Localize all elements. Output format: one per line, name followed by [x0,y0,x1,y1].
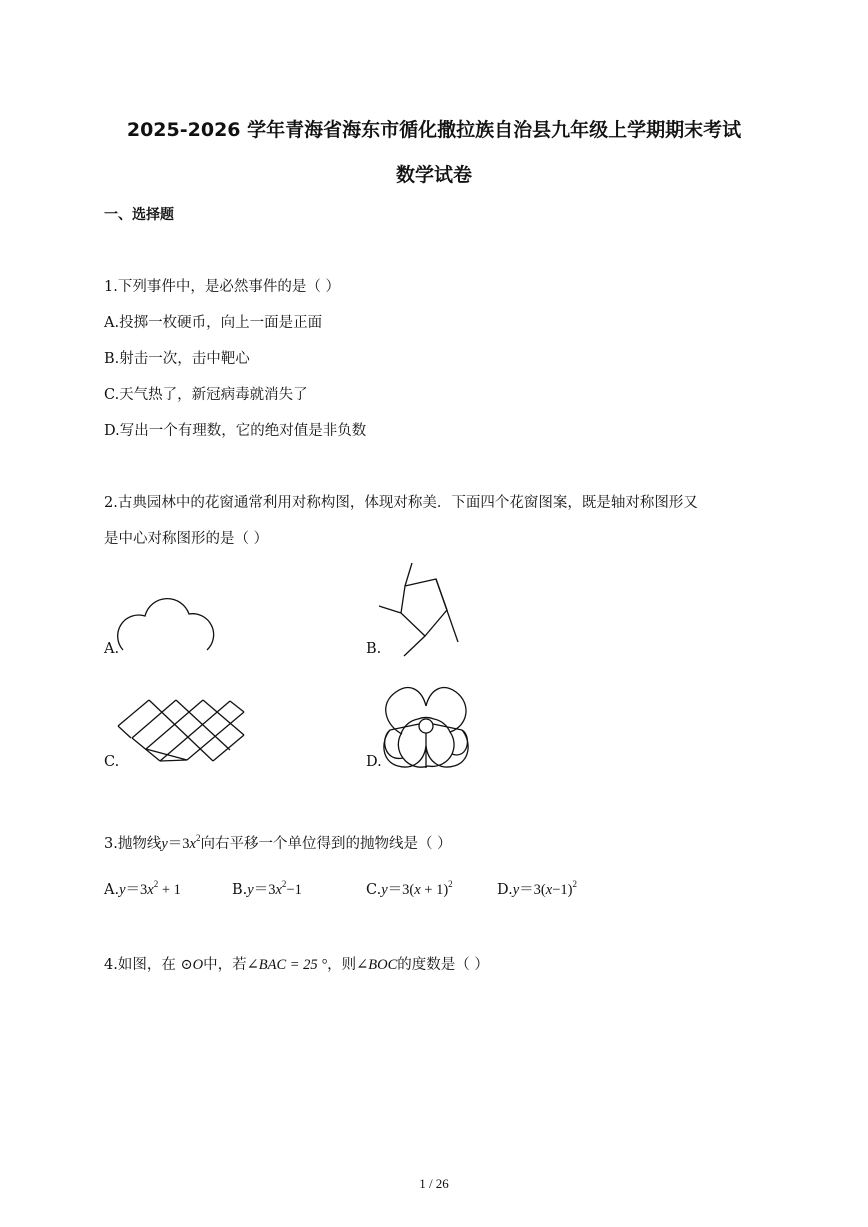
q3-option-c-eq: ＝3( [387,882,415,898]
figure-b-pentagon-window [375,563,475,663]
q1-option-a: A.投掷一枚硬币，向上一面是正面 [104,315,323,331]
q3-option-a-eq: ＝3 [125,882,148,898]
q4-mid: 中，若 [203,957,247,973]
q3-option-d [497,878,577,899]
q3-stem-eq: ＝3 [167,836,190,852]
q3-stem-x: x [189,836,196,852]
q3-stem [104,832,452,853]
q3-stem-prefix: 3.抛物线 [104,836,162,852]
circle-symbol-icon: ⊙ [180,957,193,973]
q4-mid2: ，则 [327,957,357,973]
q3-option-c-label: C. [366,882,382,898]
q3-option-b-exp: 2 [281,879,287,889]
q2-stem-line1: 2.古典园林中的花窗通常利用对称构图，体现对称美．下面四个花窗图案，既是轴对称图形又 [104,495,698,511]
q4-angle1: ∠BAC = 25 ° [246,957,328,973]
q3-option-c-y: y [381,882,388,898]
q3-option-b [232,878,302,899]
q4-angle2: ∠BOC [356,957,398,973]
q3-option-c [366,878,453,899]
figure-a-cloud-window [115,592,225,662]
q3-option-b-x: x [275,882,282,898]
q3-stem-y: y [161,836,168,852]
q2-stem-line2: 是中心对称图形的是（ ） [104,531,269,547]
q1-stem: 1.下列事件中，是必然事件的是（ ） [104,279,340,295]
q2-option-c-label: C. [104,754,120,770]
q3-option-d-y: y [512,882,520,898]
q3-stem-exp: 2 [195,833,201,843]
q1-option-c: C.天气热了，新冠病毒就消失了 [104,387,308,403]
q1-option-b: B.射击一次，击中靶心 [104,351,250,367]
q4-o: O [192,957,204,973]
q3-option-b-y: y [247,882,254,898]
q2-option-d-label: D. [366,754,382,770]
q3-option-a-exp: 2 [153,879,159,889]
q3-option-d-eq: ＝3( [519,882,546,898]
q3-option-c-tail: + 1) [420,882,449,898]
q3-option-b-label: B. [232,882,248,898]
q3-option-d-exp: 2 [572,879,577,889]
q3-option-d-label: D. [497,882,513,898]
q3-option-d-tail: −1) [552,882,573,898]
figure-c-lattice-window [114,695,254,775]
document-title-line2: 数学试卷 [395,164,472,186]
q2-option-b-label: B. [366,641,382,657]
q1-option-d: D.写出一个有理数，它的绝对值是非负数 [104,423,367,439]
q3-option-c-exp: 2 [448,879,453,889]
q3-stem-suffix: 向右平移一个单位得到的抛物线是（ ） [200,836,452,852]
q3-option-c-x: x [414,882,421,898]
page-number: 1 / 26 [419,1176,449,1191]
q4-stem [104,953,489,974]
q3-option-a-label: A. [104,882,120,898]
q3-option-a-x: x [147,882,154,898]
q3-option-b-tail: −1 [286,882,302,898]
q3-option-d-x: x [545,882,553,898]
q3-option-a-y: y [119,882,126,898]
q2-option-a-label: A. [104,641,120,657]
q3-option-a-tail: + 1 [158,882,181,898]
q3-option-b-eq: ＝3 [253,882,276,898]
figure-d-flower-window [376,676,476,776]
q4-prefix: 4.如图，在 [104,957,176,973]
q4-suffix: 的度数是（ ） [397,957,489,973]
document-title-line1: 2025-2026 学年青海省海东市循化撒拉族自治县九年级上学期期末考试 [126,119,742,141]
q3-option-a [104,878,181,899]
section-heading: 一、选择题 [104,207,174,223]
